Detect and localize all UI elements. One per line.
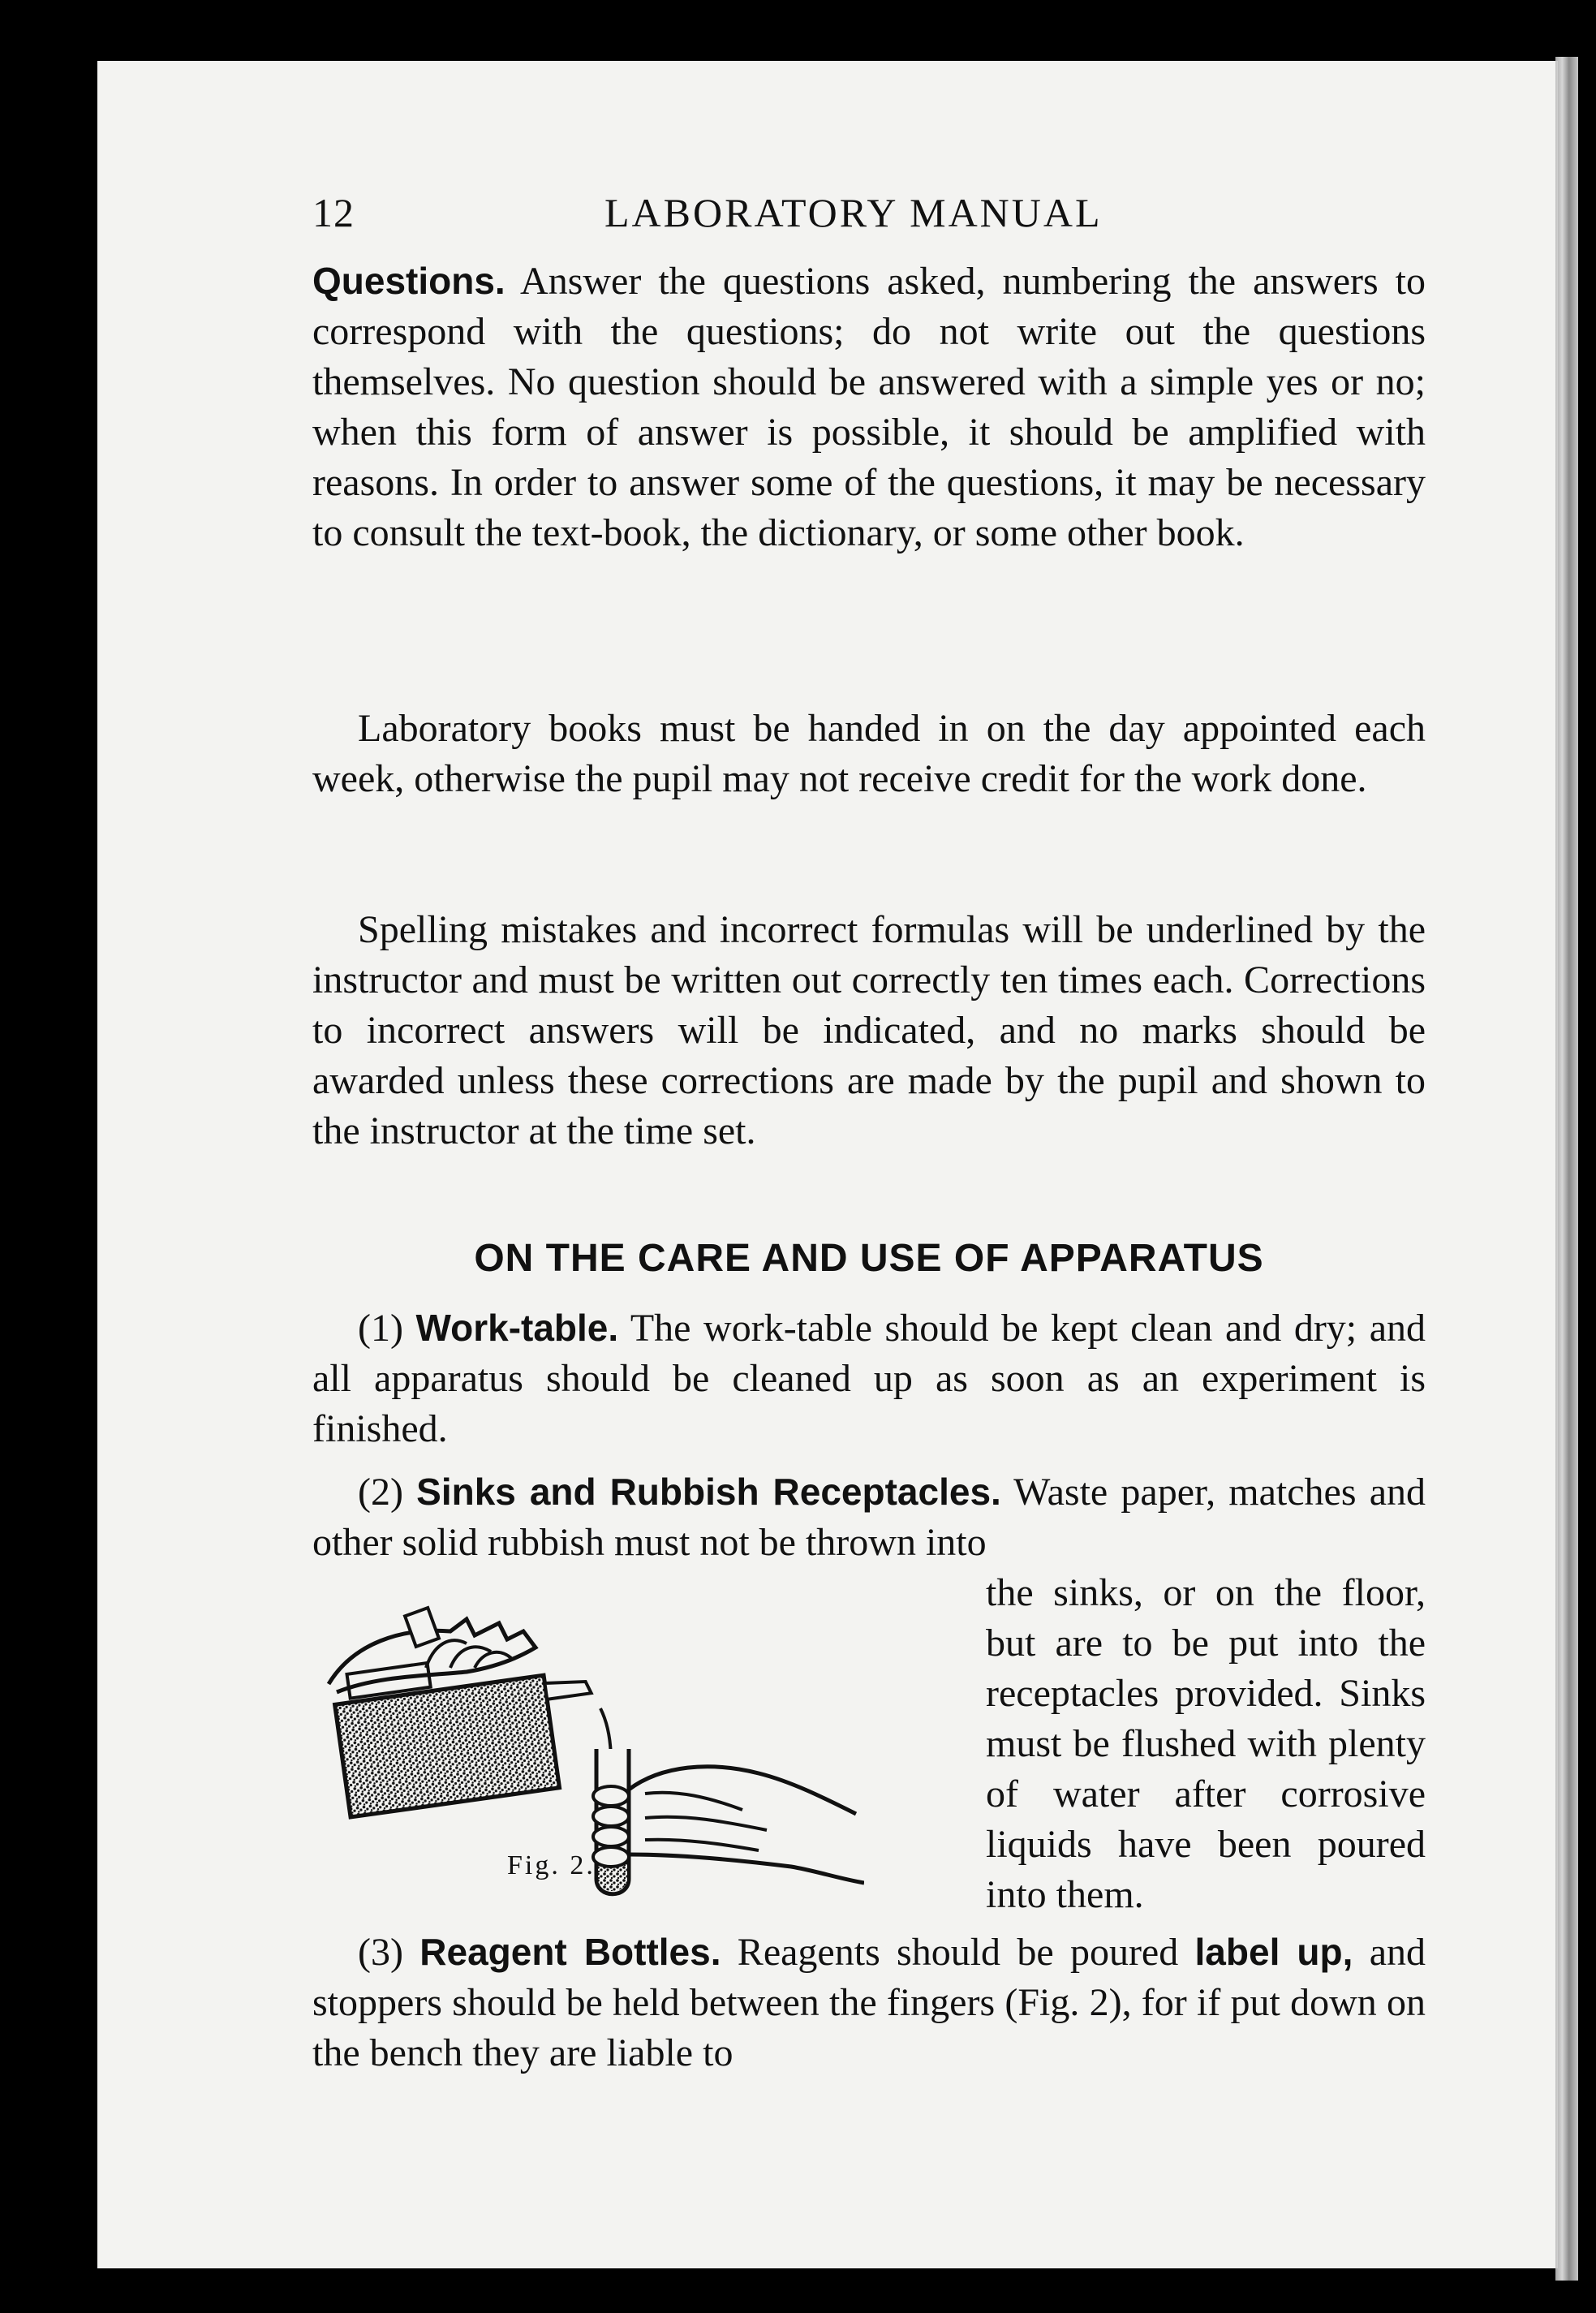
questions-text: Answer the questions asked, numbering the answers to correspond with the questions; do not write out the questions themselves. No question should be answered with a simple yes or no; when this form of answer is possible, it should be amplified with reasons. In order to answer some of the questions, it may be necessary to consult the text-book, the dictionary, or some other book. [312,260,1426,554]
page-content-area [97,61,1558,2268]
lab-books-text: Laboratory books must be handed in on the day appointed each week, otherwise the pupil may not receive credit for the work done. [312,707,1426,800]
item-reagent-bottles [312,1927,1426,2078]
item-number: (1) [358,1307,403,1350]
item-lead: Sinks and Rubbish Receptacles. [416,1471,1001,1513]
reagent-bottle-icon [331,1641,604,1817]
figure-caption: Fig. 2. [507,1850,596,1880]
running-head: LABORATORY MANUAL [604,190,1103,235]
item-text: Waste paper, matches and other solid rubbish must not be thrown into [312,1471,1426,1564]
page-edge [1555,57,1578,2281]
item-lead: Reagent Bottles. [419,1931,721,1973]
item-bold-phrase: label up, [1194,1931,1353,1973]
right-hand-icon [629,1767,856,1814]
item-number: (2) [358,1471,403,1514]
item-number: (3) [358,1931,403,1974]
item-sinks [312,1467,1426,1568]
item-work-table [312,1303,1426,1454]
spelling-text: Spelling mistakes and incorrect formulas will be underlined by the instructor and must be written out correctly ten times each. Corrections to incorrect answers will be indicated, and no marks should be awarded unless these corrections are made by the pupil and shown to the instructor at the time set. [312,908,1426,1152]
spelling-paragraph [312,905,1426,1156]
questions-paragraph [312,256,1426,558]
page-number: 12 [312,190,355,235]
sinks-wrap-text: the sinks, or on the floor, but are to be put into the receptacles provided. Sinks must be flushed with plenty of water after corrosive liquids have been poured into them. [986,1571,1426,1916]
questions-lead: Questions. [312,260,505,302]
item-text-after: and stoppers should be held between the fingers (Fig. 2), for if put down on the bench they are liable to [312,1931,1426,2074]
item-text: The work-table should be kept clean and dry; and all apparatus should be cleaned up as soon as an experiment is finished. [312,1307,1426,1450]
lab-books-paragraph [312,704,1426,804]
item-text-before: Reagents should be poured [721,1931,1195,1974]
section-title: ON THE CARE AND USE OF APPARATUS [474,1237,1264,1280]
item-lead: Work-table. [415,1307,619,1349]
